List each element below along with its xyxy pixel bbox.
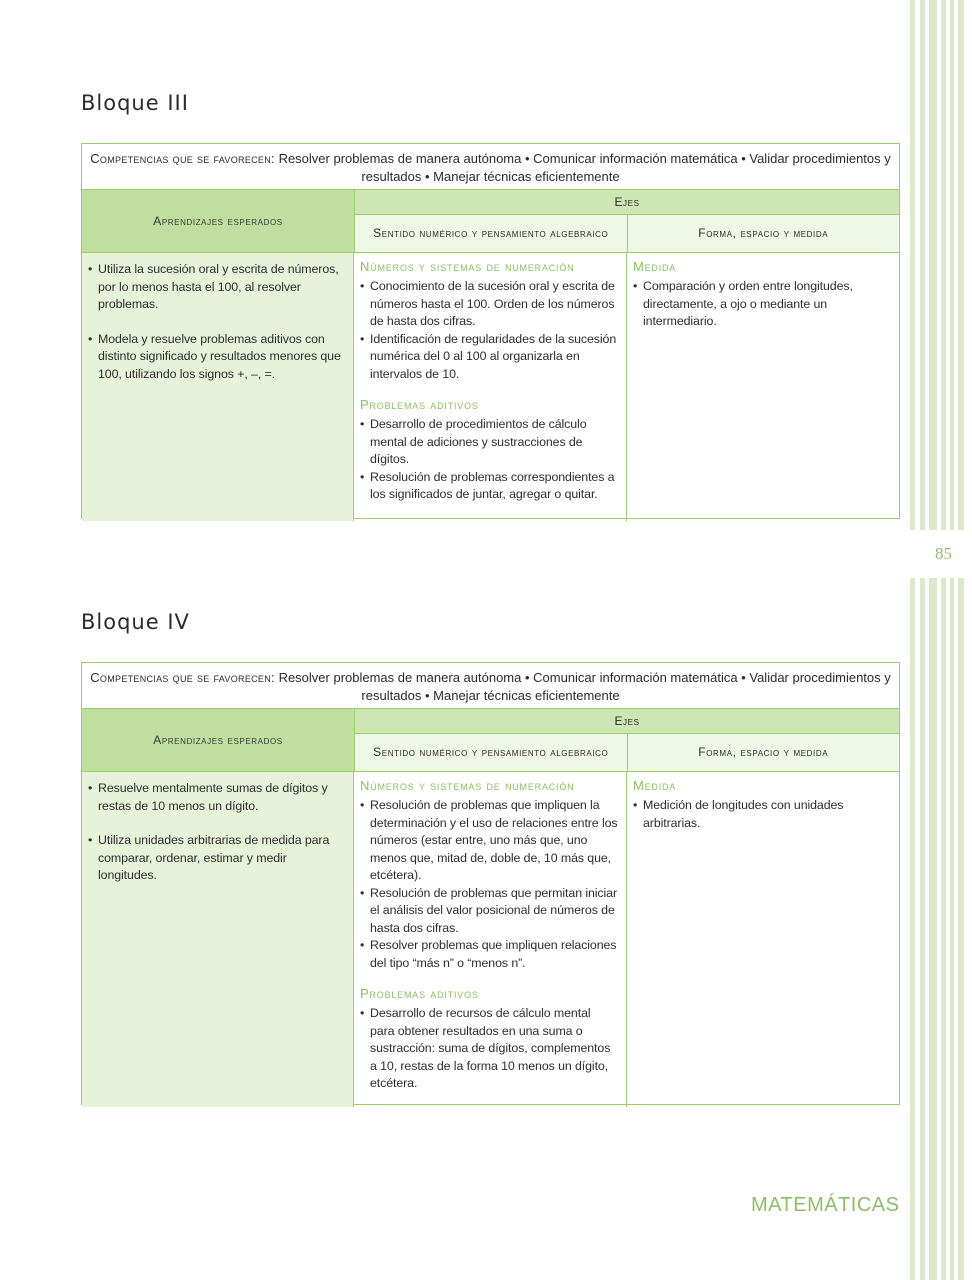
competencias-row [82, 144, 899, 190]
bloque-title: Bloque IV [81, 610, 190, 634]
table-body [82, 772, 899, 1107]
forma-header: Forma, espacio y medida [628, 215, 900, 252]
list-item: • Desarrollo de recursos de cálculo mental para obtener resultados en una suma o sustracción: suma de dígitos, complementos a 10, restas de la forma 10 menos un dígito, etcétera. [360, 1005, 618, 1093]
competencias-label: Competencias que se favorecen: [90, 670, 275, 685]
competencias-text: Resolver problemas de manera autónoma • Comunicar información matemática • Validar procedimientos y resultados • Manejar técnicas eficientemente [278, 670, 891, 703]
forma-header: Forma, espacio y medida [628, 734, 900, 771]
ejes-header: Ejes [355, 190, 899, 215]
list-item: • Resolución de problemas que impliquen la determinación y el uso de relaciones entre los números (estar entre, uno más que, uno menos que, mitad de, doble de, 10 más que, etcétera). [360, 797, 618, 885]
section-title: Números y sistemas de numeración [360, 259, 575, 274]
competencias-text: Resolver problemas de manera autónoma • Comunicar información matemática • Validar procedimientos y resultados • Manejar técnicas eficientemente [278, 151, 891, 184]
aprendizajes-header: Aprendizajes esperados [82, 190, 355, 252]
sentido-column [354, 772, 627, 1107]
section-title: Problemas aditivos [360, 986, 479, 1001]
section-title: Problemas aditivos [360, 397, 479, 412]
sentido-column [354, 253, 627, 521]
forma-column [627, 253, 899, 521]
bloque-table [81, 143, 900, 519]
footer-subject-title: MATEMÁTICAS [751, 1194, 900, 1216]
table-body [82, 253, 899, 521]
list-item: • Desarrollo de procedimientos de cálculo mental de adiciones y sustracciones de dígitos. [360, 416, 618, 469]
aprendizajes-column [82, 772, 354, 1107]
aprendizajes-header: Aprendizajes esperados [82, 709, 355, 771]
decorative-side-stripes [910, 0, 972, 1280]
table-header [82, 190, 899, 253]
bloque-table [81, 662, 900, 1105]
section-title: Medida [633, 259, 677, 274]
table-header [82, 709, 899, 772]
bloque-title: Bloque III [81, 91, 189, 115]
list-item: • Comparación y orden entre longitudes, directamente, a ojo o mediante un intermediario. [633, 278, 891, 331]
competencias-label: Competencias que se favorecen: [90, 151, 275, 166]
list-item: • Resolver problemas que impliquen relaciones del tipo “más n” o “menos n”. [360, 937, 618, 972]
list-item: • Medición de longitudes con unidades arbitrarias. [633, 797, 891, 832]
list-item: • Identificación de regularidades de la sucesión numérica del 0 al 100 al organizarla en intervalos de 10. [360, 331, 618, 384]
list-item: • Utiliza unidades arbitrarias de medida para comparar, ordenar, estimar y medir longitudes. [88, 832, 347, 885]
section-title: Números y sistemas de numeración [360, 778, 575, 793]
list-item: • Utiliza la sucesión oral y escrita de números, por lo menos hasta el 100, al resolver problemas. [88, 261, 347, 314]
section-title: Medida [633, 778, 677, 793]
list-item: • Conocimiento de la sucesión oral y escrita de números hasta el 100. Orden de los números de hasta dos cifras. [360, 278, 618, 331]
list-item: • Resuelve mentalmente sumas de dígitos y restas de 10 menos un dígito. [88, 780, 347, 815]
list-item: • Resolución de problemas que permitan iniciar el análisis del valor posicional de números de hasta dos cifras. [360, 885, 618, 938]
aprendizajes-column [82, 253, 354, 521]
ejes-header: Ejes [355, 709, 899, 734]
sentido-header: Sentido numérico y pensamiento algebraico [355, 215, 628, 252]
forma-column [627, 772, 899, 1107]
list-item: • Modela y resuelve problemas aditivos con distinto significado y resultados menores que 100, utilizando los signos +, –, =. [88, 331, 347, 384]
page-number: 85 [935, 544, 952, 563]
competencias-row [82, 663, 899, 709]
list-item: • Resolución de problemas correspondientes a los significados de juntar, agregar o quitar. [360, 469, 618, 504]
sentido-header: Sentido numérico y pensamiento algebraico [355, 734, 628, 771]
